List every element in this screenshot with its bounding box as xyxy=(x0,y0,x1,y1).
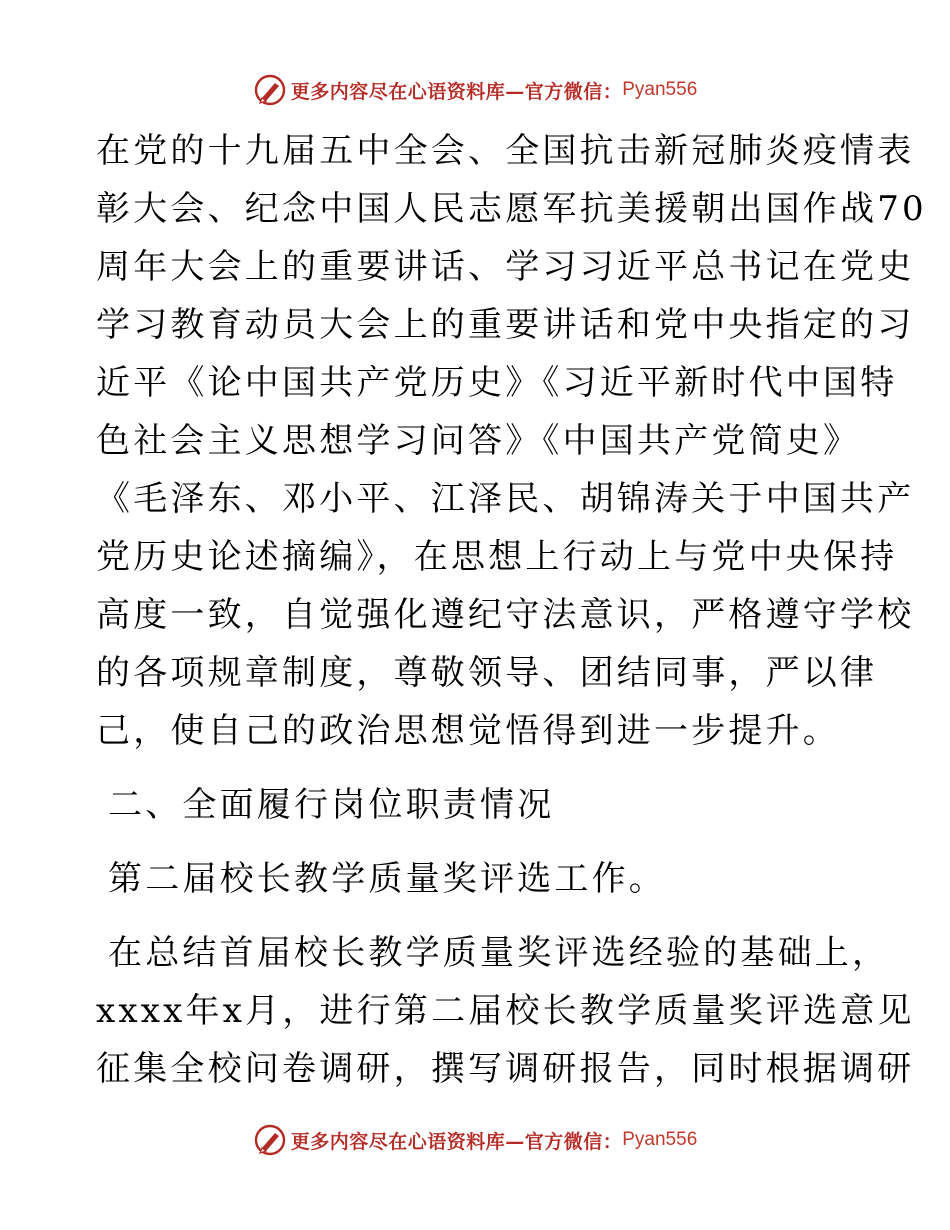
text-line: 高度一致，自觉强化遵纪守法意识，严格遵守学校 xyxy=(96,595,915,635)
text-line: 周年大会上的重要讲话、学习习近平总书记在党史 xyxy=(96,247,915,287)
banner-text: 更多内容尽在心语资料库—官方微信： xyxy=(290,1130,623,1153)
text-line: 征集全校问卷调研，撰写调研报告，同时根据调研 xyxy=(96,1049,915,1089)
subsection-heading: 第二届校长教学质量奖评选工作。 xyxy=(108,859,666,899)
text-line: 在总结首届校长教学质量奖评选经验的基础上， xyxy=(108,933,890,973)
text-line: 近平《论中国共产党历史》《习近平新时代中国特 xyxy=(96,363,898,403)
text-line: 彰大会、纪念中国人民志愿军抗美援朝出国作战70 xyxy=(96,189,927,229)
text-line: 色社会主义思想学习问答》《中国共产党简史》 xyxy=(96,421,861,461)
header-banner xyxy=(0,70,950,110)
text-line: 党历史论述摘编》，在思想上行动上与党中央保持 xyxy=(96,537,898,577)
text-line: 己，使自己的政治思想觉悟得到进一步提升。 xyxy=(96,711,840,751)
text-line: 的各项规章制度，尊敬领导、团结同事，严以律 xyxy=(96,653,878,693)
section-heading: 二、全面履行岗位职责情况 xyxy=(108,785,555,825)
footer-banner xyxy=(0,1120,950,1160)
banner-wechat-id: Pyan556 xyxy=(622,1129,698,1150)
text-line: 在党的十九届五中全会、全国抗击新冠肺炎疫情表 xyxy=(96,131,915,171)
pen-logo-icon xyxy=(253,73,287,107)
text-line: 学习教育动员大会上的重要讲话和党中央指定的习 xyxy=(96,305,915,345)
text-line: xxxx年x月，进行第二届校长教学质量奖评选意见 xyxy=(96,991,915,1031)
pen-logo-icon xyxy=(253,1123,287,1157)
banner-wechat-id: Pyan556 xyxy=(622,79,698,100)
banner-text: 更多内容尽在心语资料库—官方微信： xyxy=(290,80,623,103)
document-body xyxy=(96,122,927,1098)
text-line: 《毛泽东、邓小平、江泽民、胡锦涛关于中国共产 xyxy=(96,479,915,519)
